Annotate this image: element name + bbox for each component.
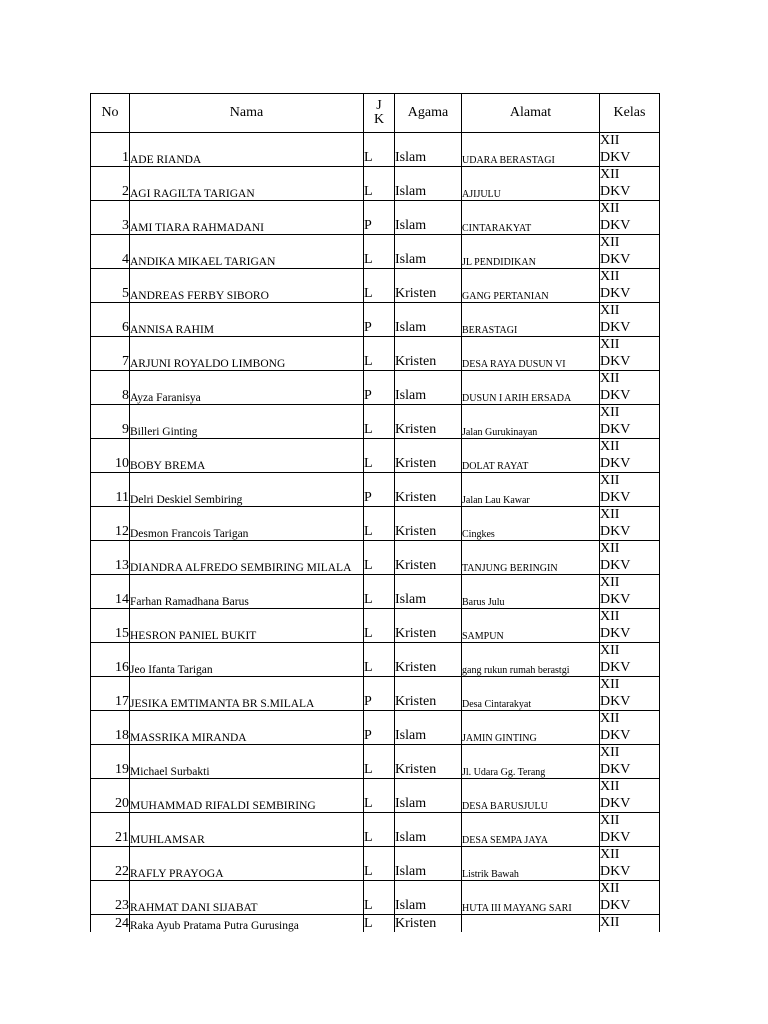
row-number-cell: 23 [91, 881, 130, 915]
student-name-cell: Michael Surbakti [130, 745, 364, 779]
class-grade: XII [600, 201, 620, 216]
class-cell [600, 575, 660, 609]
class-grade: XII [600, 575, 620, 590]
gender-cell: L [364, 405, 395, 439]
student-name-cell: Farhan Ramadhana Barus [130, 575, 364, 609]
student-name-cell: Ayza Faranisya [130, 371, 364, 405]
gender-cell: L [364, 609, 395, 643]
table-row [91, 813, 660, 847]
class-major: DKV [600, 693, 631, 709]
row-number-cell: 3 [91, 201, 130, 235]
gender-cell: L [364, 235, 395, 269]
class-cell [600, 235, 660, 269]
header-row [91, 94, 660, 133]
class-major: DKV [600, 251, 631, 267]
class-cell [600, 915, 660, 933]
row-number-cell: 6 [91, 303, 130, 337]
class-cell [600, 609, 660, 643]
student-name-cell: Raka Ayub Pratama Putra Gurusinga [130, 915, 364, 933]
religion-cell: Kristen [395, 677, 462, 711]
row-number-cell: 11 [91, 473, 130, 507]
class-cell [600, 507, 660, 541]
class-major: DKV [600, 149, 631, 165]
class-major: DKV [600, 659, 631, 675]
row-number-cell: 5 [91, 269, 130, 303]
table-row [91, 405, 660, 439]
class-major: DKV [600, 795, 631, 811]
student-name-cell: RAFLY PRAYOGA [130, 847, 364, 881]
table-row [91, 439, 660, 473]
header-nama: Nama [130, 94, 364, 133]
class-cell [600, 133, 660, 167]
row-number-cell: 7 [91, 337, 130, 371]
religion-cell: Islam [395, 813, 462, 847]
address-cell: Jl. Udara Gg. Terang [462, 745, 600, 779]
gender-cell: L [364, 745, 395, 779]
header-alamat: Alamat [462, 94, 600, 133]
student-name-cell: JESIKA EMTIMANTA BR S.MILALA [130, 677, 364, 711]
student-name-cell: ANDREAS FERBY SIBORO [130, 269, 364, 303]
student-name-cell: Billeri Ginting [130, 405, 364, 439]
religion-cell: Islam [395, 711, 462, 745]
class-major: DKV [600, 829, 631, 845]
table-row [91, 847, 660, 881]
class-grade: XII [600, 371, 620, 386]
class-grade: XII [600, 269, 620, 284]
class-grade: XII [600, 167, 620, 182]
table-row [91, 643, 660, 677]
gender-cell: P [364, 371, 395, 405]
address-cell: CINTARAKYAT [462, 201, 600, 235]
address-cell: Jalan Gurukinayan [462, 405, 600, 439]
row-number-cell: 24 [91, 915, 130, 933]
row-number-cell: 22 [91, 847, 130, 881]
row-number-cell: 1 [91, 133, 130, 167]
address-cell [462, 915, 600, 933]
table-row [91, 473, 660, 507]
table-row [91, 575, 660, 609]
header-jk-bottom: K [373, 112, 385, 127]
gender-cell: L [364, 915, 395, 933]
religion-cell: Kristen [395, 541, 462, 575]
student-name-cell: HESRON PANIEL BUKIT [130, 609, 364, 643]
table-row [91, 779, 660, 813]
student-name-cell: ANDIKA MIKAEL TARIGAN [130, 235, 364, 269]
class-cell [600, 269, 660, 303]
gender-cell: L [364, 779, 395, 813]
address-cell: DESA SEMPA JAYA [462, 813, 600, 847]
class-grade: XII [600, 677, 620, 692]
student-name-cell: ANNISA RAHIM [130, 303, 364, 337]
table-row [91, 235, 660, 269]
student-name-cell: MUHAMMAD RIFALDI SEMBIRING [130, 779, 364, 813]
gender-cell: L [364, 507, 395, 541]
gender-cell: P [364, 473, 395, 507]
table-row [91, 745, 660, 779]
table-row [91, 711, 660, 745]
religion-cell: Islam [395, 167, 462, 201]
address-cell: TANJUNG BERINGIN [462, 541, 600, 575]
class-major: DKV [600, 591, 631, 607]
religion-cell: Islam [395, 847, 462, 881]
table-row [91, 167, 660, 201]
class-grade: XII [600, 541, 620, 556]
address-cell: gang rukun rumah berastgi [462, 643, 600, 677]
row-number-cell: 8 [91, 371, 130, 405]
address-cell: BERASTAGI [462, 303, 600, 337]
row-number-cell: 4 [91, 235, 130, 269]
gender-cell: L [364, 847, 395, 881]
class-grade: XII [600, 303, 620, 318]
class-major: DKV [600, 183, 631, 199]
header-jk [364, 94, 395, 133]
class-major: DKV [600, 727, 631, 743]
class-grade: XII [600, 915, 620, 930]
row-number-cell: 21 [91, 813, 130, 847]
table-row [91, 881, 660, 915]
header-kelas: Kelas [600, 94, 660, 133]
student-table [90, 93, 660, 932]
address-cell: Barus Julu [462, 575, 600, 609]
class-cell [600, 337, 660, 371]
address-cell: DUSUN I ARIH ERSADA [462, 371, 600, 405]
class-cell [600, 711, 660, 745]
header-no: No [91, 94, 130, 133]
table-row [91, 303, 660, 337]
student-name-cell: AGI RAGILTA TARIGAN [130, 167, 364, 201]
class-cell [600, 371, 660, 405]
class-major: DKV [600, 455, 631, 471]
gender-cell: L [364, 881, 395, 915]
class-grade: XII [600, 711, 620, 726]
address-cell: Cingkes [462, 507, 600, 541]
student-name-cell: BOBY BREMA [130, 439, 364, 473]
class-grade: XII [600, 881, 620, 896]
class-major: DKV [600, 625, 631, 641]
row-number-cell: 17 [91, 677, 130, 711]
religion-cell: Kristen [395, 915, 462, 933]
class-grade: XII [600, 439, 620, 454]
row-number-cell: 19 [91, 745, 130, 779]
class-grade: XII [600, 745, 620, 760]
class-major: DKV [600, 761, 631, 777]
gender-cell: L [364, 337, 395, 371]
class-major: DKV [600, 285, 631, 301]
religion-cell: Kristen [395, 609, 462, 643]
table-row [91, 507, 660, 541]
gender-cell: L [364, 167, 395, 201]
header-jk-top: J [376, 98, 382, 113]
table-row [91, 133, 660, 167]
gender-cell: L [364, 133, 395, 167]
row-number-cell: 12 [91, 507, 130, 541]
class-grade: XII [600, 643, 620, 658]
student-name-cell: Desmon Francois Tarigan [130, 507, 364, 541]
address-cell: JAMIN GINTING [462, 711, 600, 745]
class-grade: XII [600, 133, 620, 148]
class-major: DKV [600, 319, 631, 335]
gender-cell: P [364, 201, 395, 235]
row-number-cell: 2 [91, 167, 130, 201]
row-number-cell: 16 [91, 643, 130, 677]
class-major: DKV [600, 489, 631, 505]
header-agama: Agama [395, 94, 462, 133]
gender-cell: L [364, 813, 395, 847]
religion-cell: Islam [395, 235, 462, 269]
class-cell [600, 813, 660, 847]
table-body [91, 133, 660, 933]
student-name-cell: ADE RIANDA [130, 133, 364, 167]
religion-cell: Kristen [395, 337, 462, 371]
class-cell [600, 473, 660, 507]
row-number-cell: 18 [91, 711, 130, 745]
row-number-cell: 13 [91, 541, 130, 575]
address-cell: DOLAT RAYAT [462, 439, 600, 473]
table-row [91, 269, 660, 303]
student-name-cell: MUHLAMSAR [130, 813, 364, 847]
class-cell [600, 303, 660, 337]
student-name-cell: ARJUNI ROYALDO LIMBONG [130, 337, 364, 371]
table-row [91, 201, 660, 235]
class-grade: XII [600, 609, 620, 624]
address-cell: SAMPUN [462, 609, 600, 643]
religion-cell: Kristen [395, 643, 462, 677]
address-cell: Listrik Bawah [462, 847, 600, 881]
religion-cell: Kristen [395, 473, 462, 507]
table-row [91, 541, 660, 575]
religion-cell: Kristen [395, 269, 462, 303]
religion-cell: Islam [395, 133, 462, 167]
table-row [91, 337, 660, 371]
class-cell [600, 405, 660, 439]
class-grade: XII [600, 847, 620, 862]
table-row [91, 915, 660, 933]
address-cell: Jalan Lau Kawar [462, 473, 600, 507]
religion-cell: Kristen [395, 745, 462, 779]
class-cell [600, 677, 660, 711]
table-row [91, 677, 660, 711]
class-major: DKV [600, 387, 631, 403]
gender-cell: P [364, 677, 395, 711]
class-cell [600, 167, 660, 201]
class-major: DKV [600, 421, 631, 437]
gender-cell: L [364, 575, 395, 609]
gender-cell: P [364, 303, 395, 337]
row-number-cell: 14 [91, 575, 130, 609]
address-cell: HUTA III MAYANG SARI [462, 881, 600, 915]
class-major: DKV [600, 863, 631, 879]
religion-cell: Kristen [395, 507, 462, 541]
class-cell [600, 745, 660, 779]
gender-cell: L [364, 643, 395, 677]
class-cell [600, 847, 660, 881]
religion-cell: Islam [395, 779, 462, 813]
religion-cell: Islam [395, 201, 462, 235]
address-cell: DESA RAYA DUSUN VI [462, 337, 600, 371]
gender-cell: L [364, 439, 395, 473]
student-name-cell: RAHMAT DANI SIJABAT [130, 881, 364, 915]
class-grade: XII [600, 779, 620, 794]
row-number-cell: 20 [91, 779, 130, 813]
class-major: DKV [600, 523, 631, 539]
student-name-cell: Jeo Ifanta Tarigan [130, 643, 364, 677]
student-name-cell: AMI TIARA RAHMADANI [130, 201, 364, 235]
table-row [91, 371, 660, 405]
table-row [91, 609, 660, 643]
class-grade: XII [600, 473, 620, 488]
class-grade: XII [600, 507, 620, 522]
gender-cell: P [364, 711, 395, 745]
student-name-cell: DIANDRA ALFREDO SEMBIRING MILALA [130, 541, 364, 575]
address-cell: AJIJULU [462, 167, 600, 201]
class-major: DKV [600, 353, 631, 369]
class-cell [600, 643, 660, 677]
address-cell: UDARA BERASTAGI [462, 133, 600, 167]
class-cell [600, 541, 660, 575]
class-major: DKV [600, 897, 631, 913]
address-cell: DESA BARUSJULU [462, 779, 600, 813]
class-major: DKV [600, 557, 631, 573]
religion-cell: Islam [395, 575, 462, 609]
class-cell [600, 201, 660, 235]
gender-cell: L [364, 269, 395, 303]
religion-cell: Islam [395, 303, 462, 337]
student-name-cell: MASSRIKA MIRANDA [130, 711, 364, 745]
gender-cell: L [364, 541, 395, 575]
class-cell [600, 881, 660, 915]
class-grade: XII [600, 813, 620, 828]
student-name-cell: Delri Deskiel Sembiring [130, 473, 364, 507]
class-grade: XII [600, 405, 620, 420]
religion-cell: Islam [395, 881, 462, 915]
class-cell [600, 779, 660, 813]
class-grade: XII [600, 235, 620, 250]
class-major: DKV [600, 217, 631, 233]
religion-cell: Islam [395, 371, 462, 405]
address-cell: Desa Cintarakyat [462, 677, 600, 711]
address-cell: GANG PERTANIAN [462, 269, 600, 303]
row-number-cell: 10 [91, 439, 130, 473]
class-grade: XII [600, 337, 620, 352]
address-cell: JL PENDIDIKAN [462, 235, 600, 269]
religion-cell: Kristen [395, 439, 462, 473]
row-number-cell: 9 [91, 405, 130, 439]
class-cell [600, 439, 660, 473]
religion-cell: Kristen [395, 405, 462, 439]
row-number-cell: 15 [91, 609, 130, 643]
